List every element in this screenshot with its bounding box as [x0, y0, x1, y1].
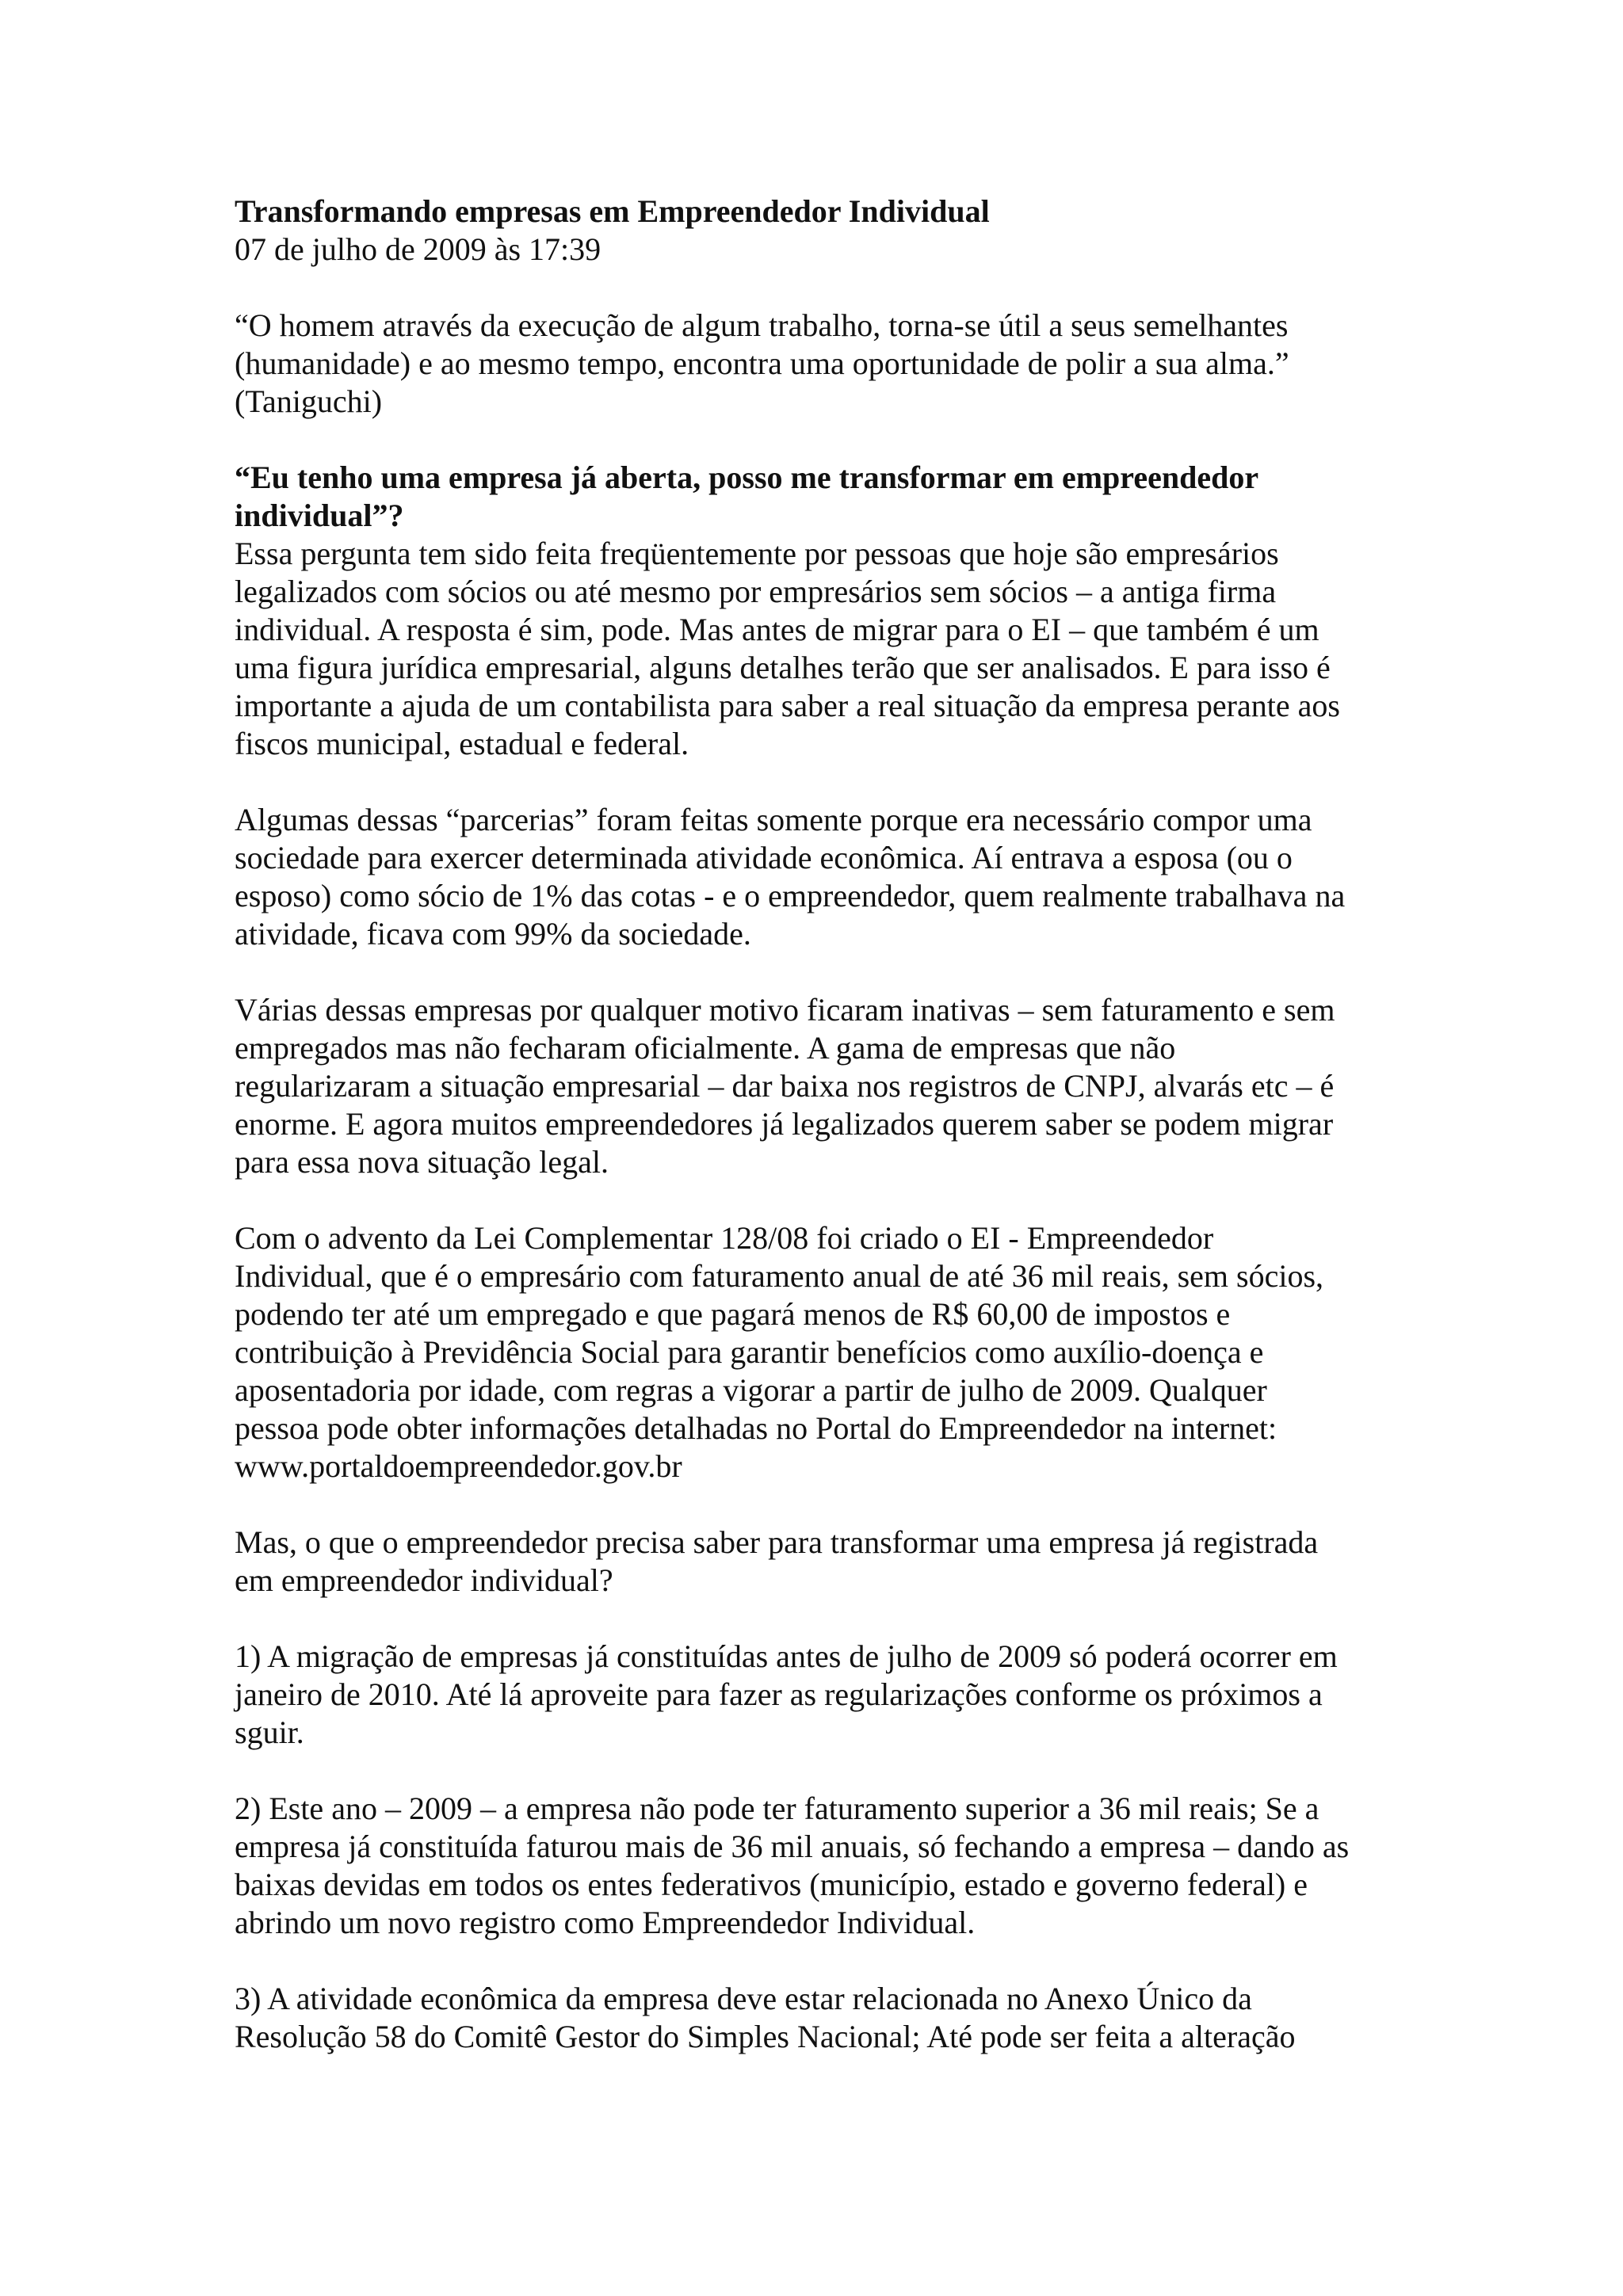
text-line: Essa pergunta tem sido feita freqüentemente por pessoas que hoje são empresários	[235, 536, 1279, 571]
paragraph-gap	[235, 1181, 1423, 1219]
text-line: aposentadoria por idade, com regras a vigorar a partir de julho de 2009. Qualquer	[235, 1372, 1267, 1408]
quote-line: (Taniguchi)	[235, 383, 383, 419]
paragraph-gap	[235, 953, 1423, 991]
paragraph-5	[235, 1524, 1423, 1600]
quote-line: (humanidade) e ao mesmo tempo, encontra uma oportunidade de polir a sua alma.”	[235, 345, 1289, 381]
paragraph-3	[235, 991, 1423, 1181]
quote-line: “O homem através da execução de algum trabalho, torna-se útil a seus semelhantes	[235, 307, 1289, 343]
text-line: baixas devidas em todos os entes federativos (município, estado e governo federal) e	[235, 1867, 1308, 1902]
text-line: legalizados com sócios ou até mesmo por empresários sem sócios – a antiga firma	[235, 574, 1277, 609]
text-line: Várias dessas empresas por qualquer motivo ficaram inativas – sem faturamento e sem	[235, 992, 1335, 1028]
text-line: pessoa pode obter informações detalhadas no Portal do Empreendedor na internet:	[235, 1410, 1277, 1446]
document-date: 07 de julho de 2009 às 17:39	[235, 231, 601, 267]
text-line: atividade, ficava com 99% da sociedade.	[235, 916, 751, 952]
list-item-2	[235, 1790, 1423, 1942]
paragraph-gap	[235, 1600, 1423, 1638]
list-item-1	[235, 1638, 1423, 1752]
text-line: abrindo um novo registro como Empreendedor Individual.	[235, 1905, 976, 1940]
text-line: regularizaram a situação empresarial – dar baixa nos registros de CNPJ, alvarás etc – é	[235, 1068, 1335, 1104]
text-line: fiscos municipal, estadual e federal.	[235, 726, 689, 761]
question-line: individual”?	[235, 498, 404, 533]
paragraph-gap	[235, 421, 1423, 459]
epigraph-quote	[235, 307, 1423, 421]
text-line: enorme. E agora muitos empreendedores já legalizados querem saber se podem migrar	[235, 1106, 1334, 1142]
text-line: Individual, que é o empresário com faturamento anual de até 36 mil reais, sem sócios,	[235, 1258, 1324, 1294]
text-line: contribuição à Previdência Social para garantir benefícios como auxílio-doença e	[235, 1334, 1264, 1370]
paragraph-4	[235, 1219, 1423, 1486]
question-heading	[235, 459, 1423, 535]
document-body	[235, 193, 1423, 2056]
text-line: Algumas dessas “parcerias” foram feitas somente porque era necessário compor uma	[235, 802, 1312, 837]
text-line: sociedade para exercer determinada atividade econômica. Aí entrava a esposa (ou o	[235, 840, 1293, 875]
paragraph-gap	[235, 1752, 1423, 1790]
paragraph-1	[235, 535, 1423, 763]
paragraph-2	[235, 801, 1423, 953]
question-line: “Eu tenho uma empresa já aberta, posso me transformar em empreendedor	[235, 460, 1259, 495]
paragraph-gap	[235, 269, 1423, 307]
text-line: podendo ter até um empregado e que pagará menos de R$ 60,00 de impostos e	[235, 1296, 1231, 1332]
text-line: para essa nova situação legal.	[235, 1144, 609, 1180]
text-line: 1) A migração de empresas já constituídas antes de julho de 2009 só poderá ocorrer em	[235, 1638, 1338, 1674]
text-line: Mas, o que o empreendedor precisa saber para transformar uma empresa já registrada	[235, 1524, 1319, 1560]
text-line: importante a ajuda de um contabilista para saber a real situação da empresa perante aos	[235, 688, 1340, 723]
text-line: uma figura jurídica empresarial, alguns detalhes terão que ser analisados. E para isso é	[235, 650, 1331, 685]
text-line: 2) Este ano – 2009 – a empresa não pode ter faturamento superior a 36 mil reais; Se a	[235, 1791, 1319, 1826]
text-line: esposo) como sócio de 1% das cotas - e o empreendedor, quem realmente trabalhava na	[235, 878, 1346, 913]
text-line: empregados mas não fecharam oficialmente. A gama de empresas que não	[235, 1030, 1176, 1066]
text-line: 3) A atividade econômica da empresa deve estar relacionada no Anexo Único da	[235, 1981, 1252, 2016]
text-line: Resolução 58 do Comitê Gestor do Simples Nacional; Até pode ser feita a alteração	[235, 2019, 1296, 2054]
portal-url: www.portaldoempreendedor.gov.br	[235, 1448, 682, 1484]
paragraph-gap	[235, 1486, 1423, 1524]
paragraph-gap	[235, 763, 1423, 801]
document-title: Transformando empresas em Empreendedor Individual	[235, 193, 990, 229]
text-line: Com o advento da Lei Complementar 128/08 foi criado o EI - Empreendedor	[235, 1220, 1214, 1256]
paragraph-gap	[235, 1942, 1423, 1980]
text-line: em empreendedor individual?	[235, 1562, 613, 1598]
list-item-3	[235, 1980, 1423, 2056]
text-line: janeiro de 2010. Até lá aproveite para fazer as regularizações conforme os próximos a	[235, 1676, 1323, 1712]
text-line: sguir.	[235, 1714, 304, 1750]
text-line: empresa já constituída faturou mais de 36 mil anuais, só fechando a empresa – dando as	[235, 1829, 1350, 1864]
text-line: individual. A resposta é sim, pode. Mas antes de migrar para o EI – que também é um	[235, 612, 1319, 647]
